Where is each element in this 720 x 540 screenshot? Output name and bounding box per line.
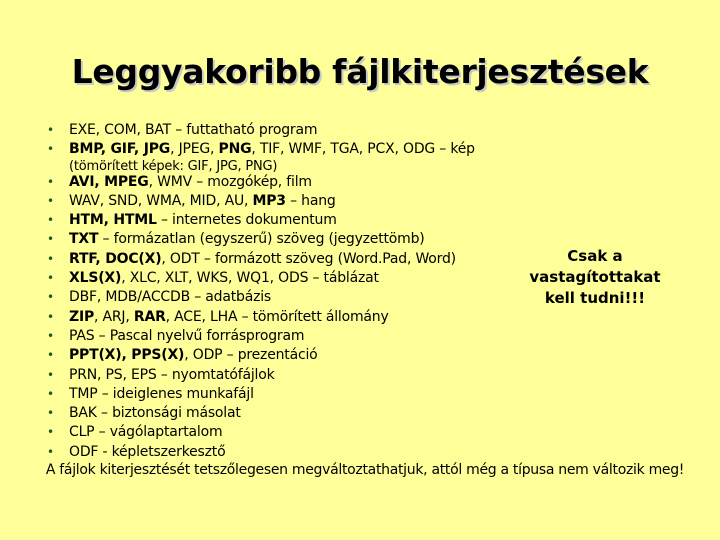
bold-extension-text: XLS(X) bbox=[69, 270, 122, 287]
item-text: , XLC, XLT, WKS, WQ1, ODS – táblázat bbox=[121, 270, 379, 287]
bold-extension-text: ZIP bbox=[69, 308, 95, 325]
list-item bbox=[43, 385, 563, 404]
extension-list bbox=[43, 121, 563, 462]
item-text: , ARJ, bbox=[94, 308, 134, 325]
bold-extension-text: AVI, MPEG bbox=[69, 173, 149, 190]
note-line: Csak a bbox=[567, 247, 623, 265]
bullet-icon: • bbox=[47, 348, 54, 363]
list-item bbox=[43, 230, 563, 249]
bold-extension-text: PNG bbox=[218, 141, 252, 158]
bullet-icon: • bbox=[47, 232, 54, 247]
bullet-icon: • bbox=[47, 406, 54, 421]
bold-extension-text: PPT(X), PPS(X) bbox=[69, 347, 185, 364]
item-text: CLP – vágólaptartalom bbox=[69, 424, 223, 441]
item-text: , ODT – formázott szöveg (Word.Pad, Word) bbox=[161, 250, 456, 267]
item-subtext: (tömörített képek: GIF, JPG, PNG) bbox=[69, 158, 278, 174]
bold-extension-text: TXT bbox=[69, 231, 99, 248]
item-text: ODF - képletszerkesztő bbox=[69, 443, 226, 460]
item-text: , ODP – prezentáció bbox=[184, 347, 318, 364]
list-item bbox=[43, 308, 563, 327]
bullet-icon: • bbox=[47, 386, 54, 401]
bold-extension-text: MP3 bbox=[252, 192, 286, 209]
list-item bbox=[43, 443, 563, 462]
list-item bbox=[43, 288, 563, 307]
bullet-icon: • bbox=[47, 123, 54, 137]
item-text: , JPEG, bbox=[170, 141, 219, 158]
list-item bbox=[43, 121, 563, 140]
item-text: DBF, MDB/ACCDB – adatbázis bbox=[69, 289, 272, 306]
list-item bbox=[43, 269, 563, 288]
list-item bbox=[43, 404, 563, 423]
item-text: , WMV – mozgókép, film bbox=[148, 173, 312, 190]
bullet-icon: • bbox=[47, 425, 54, 440]
bullet-icon: • bbox=[47, 251, 54, 266]
bullet-icon: • bbox=[47, 142, 54, 157]
list-item bbox=[43, 346, 563, 365]
bullet-icon: • bbox=[47, 328, 54, 343]
list-item bbox=[43, 173, 563, 192]
item-text: PRN, PS, EPS – nyomtatófájlok bbox=[69, 366, 275, 383]
item-text: TMP – ideiglenes munkafájl bbox=[69, 385, 254, 402]
slide-title: Leggyakoribb fájlkiterjesztések bbox=[71, 52, 649, 91]
item-text: BAK – biztonsági másolat bbox=[69, 405, 241, 422]
list-item bbox=[43, 327, 563, 346]
list-item bbox=[43, 423, 563, 442]
bullet-icon: • bbox=[47, 309, 54, 324]
bullet-icon: • bbox=[47, 174, 54, 189]
item-text: – formázatlan (egyszerű) szöveg (jegyzettömb) bbox=[98, 231, 425, 248]
list-item bbox=[43, 211, 563, 230]
bullet-icon: • bbox=[47, 367, 54, 382]
item-text: – internetes dokumentum bbox=[156, 212, 337, 229]
item-text: , TIF, WMF, TGA, PCX, ODG – kép bbox=[251, 141, 475, 158]
bullet-icon: • bbox=[47, 213, 54, 228]
bullet-icon: • bbox=[47, 290, 54, 305]
bullet-icon: • bbox=[47, 444, 54, 459]
bullet-icon: • bbox=[47, 193, 54, 208]
bold-extension-text: HTM, HTML bbox=[69, 212, 157, 229]
list-item bbox=[43, 250, 563, 269]
item-text: – hang bbox=[285, 192, 336, 209]
note-line: kell tudni!!! bbox=[544, 289, 646, 307]
item-text: PAS – Pascal nyelvű forrásprogram bbox=[69, 327, 305, 344]
bold-extension-text: BMP, GIF, JPG bbox=[69, 141, 171, 158]
item-text: , ACE, LHA – tömörített állomány bbox=[165, 308, 389, 325]
bold-extension-text: RTF, DOC(X) bbox=[69, 250, 162, 267]
note-line: vastagítottakat bbox=[529, 268, 661, 286]
bold-extension-text: RAR bbox=[133, 308, 166, 325]
list-item bbox=[43, 366, 563, 385]
list-item bbox=[43, 140, 563, 172]
bullet-icon: • bbox=[47, 271, 54, 286]
item-text: EXE, COM, BAT – futtatható program bbox=[69, 122, 318, 138]
footer-note: A fájlok kiterjesztését tetszőlegesen megváltoztathatjuk, attól még a típusa nem változik meg! bbox=[45, 462, 685, 478]
item-text: WAV, SND, WMA, MID, AU, bbox=[69, 192, 253, 209]
list-item bbox=[43, 192, 563, 211]
bold-note bbox=[495, 246, 695, 309]
